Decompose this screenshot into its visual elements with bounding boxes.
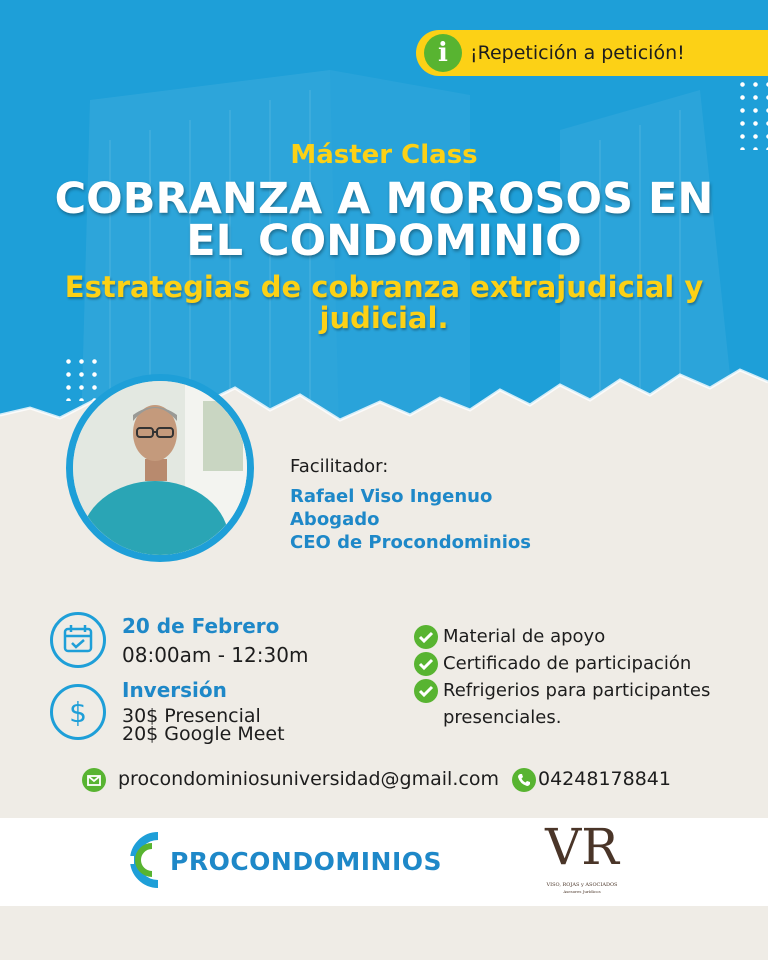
price-presencial: 30$ Presencial (122, 705, 261, 727)
vr-logo-mark: VR (545, 818, 619, 876)
price-online: 20$ Google Meet (122, 723, 285, 745)
contact-phone[interactable]: 04248178841 (538, 768, 671, 790)
contact-email[interactable]: procondominiosuniversidad@gmail.com (118, 768, 499, 790)
main-title (20, 174, 748, 266)
svg-text:$: $ (69, 696, 87, 729)
phone-icon (512, 768, 536, 792)
title-line-1: COBRANZA A MOROSOS EN (54, 174, 714, 224)
check-icon (414, 679, 438, 703)
subtitle (40, 272, 728, 334)
dollar-icon (50, 684, 106, 740)
calendar-glyph (53, 615, 103, 665)
facilitator-position: CEO de Procondominios (290, 532, 531, 553)
procondominios-logo-text: PROCONDOMINIOS (170, 847, 443, 876)
badge-text: ¡Repetición a petición! (470, 42, 685, 64)
facilitator-label: Facilitador: (290, 456, 389, 477)
dollar-glyph (53, 687, 103, 737)
info-icon: i (424, 34, 462, 72)
event-date: 20 de Febrero (122, 614, 280, 638)
procondominios-logo-mark (122, 830, 168, 890)
mail-icon (82, 768, 106, 792)
investment-title: Inversión (122, 678, 227, 702)
pretitle: Máster Class (290, 140, 478, 170)
benefit-item: Certificado de participación (443, 653, 692, 674)
subtitle-line-2: judicial. (319, 301, 449, 335)
benefit-item: Material de apoyo (443, 626, 606, 647)
vr-logo-subtitle: VISO, ROJAS y ASOCIADOS (546, 882, 618, 888)
facilitator-role: Abogado (290, 509, 380, 530)
dot-pattern-left (62, 355, 102, 401)
benefit-item-continuation: presenciales. (443, 707, 562, 728)
portrait-illustration (73, 381, 247, 555)
check-icon (414, 625, 438, 649)
facilitator-name: Rafael Viso Ingenuo (290, 486, 493, 507)
title-line-2: EL CONDOMINIO (186, 216, 582, 266)
event-time: 08:00am - 12:30m (122, 643, 309, 667)
calendar-icon (50, 612, 106, 668)
facilitator-photo (66, 374, 254, 562)
check-icon (414, 652, 438, 676)
subtitle-line-1: Estrategias de cobranza extrajudicial y (64, 270, 704, 304)
benefit-item: Refrigerios para participantes (443, 680, 711, 701)
vr-logo-tagline: Asesores Jurídicos (563, 889, 601, 894)
